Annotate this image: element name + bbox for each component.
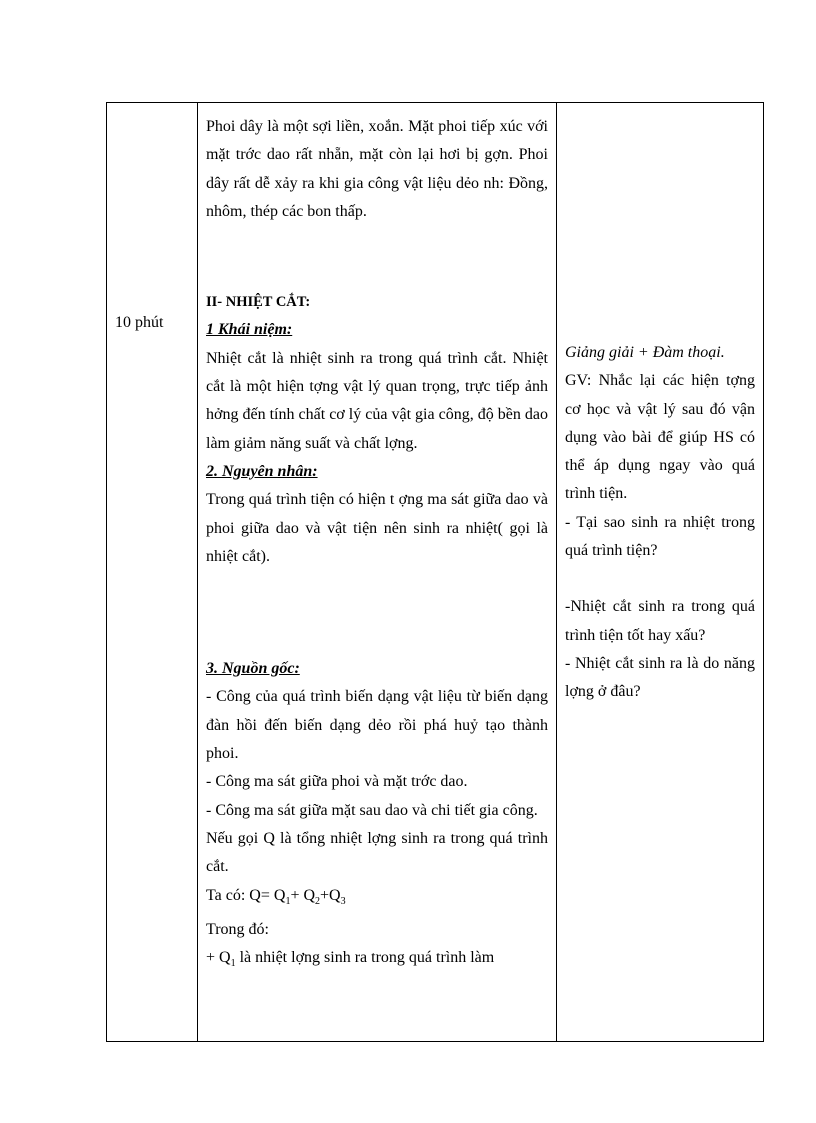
- intro-paragraph: Phoi dây là một sợi liền, xoắn. Mặt phoi tiếp xúc với mặt trớc dao rất nhẵn, mặt còn lại hơi bị gợn. Phoi dây rất dễ xảy ra khi gia công vật liệu dẻo nh: Đồng, nhôm, thép các bon thấp.: [206, 118, 548, 220]
- q1-line: + $Q_1$ là nhiệt lợng sinh ra trong quá trình làm: [206, 949, 495, 970]
- activity-body: [565, 339, 755, 707]
- source-item-1: - Công của quá trình biến dạng vật liệu từ biến dạng đàn hồi đến biến dạng dẻo rồi phá huỷ tạo thành phoi.: [206, 688, 548, 763]
- formula: Ta có: $Q= Q_1+ Q_2+Q_3$: [206, 886, 346, 907]
- time-label: 10 phút: [115, 314, 164, 331]
- activity-cell: [557, 103, 764, 1042]
- concept-text: Nhiệt cắt là nhiệt sinh ra trong quá trình cắt. Nhiệt cắt là một hiện tợng vật lý quan trọng, trực tiếp ảnh hởng đến tính chất cơ lý của vật gia công, độ bền dao làm giảm năng suất và chất lợng.: [206, 349, 548, 452]
- cause-text: Trong quá trình tiện có hiện t ợng ma sát giữa dao và phoi giữa dao và vật tiện nên sinh ra nhiệt( gọi là nhiệt cắt).: [206, 491, 548, 565]
- teacher-note: GV: Nhắc lại các hiện tợng cơ học và vật lý sau đó vận dụng vào bài để giúp HS có thể áp dụng ngay vào quá trình tiện.: [565, 372, 755, 503]
- question-2: -Nhiệt cắt sinh ra trong quá trình tiện tốt hay xấu?: [565, 598, 755, 644]
- lesson-table: [106, 102, 764, 1042]
- cause-heading: 2. Nguyên nhân:: [206, 462, 318, 480]
- question-1: - Tại sao sinh ra nhiệt trong quá trình tiện?: [565, 513, 755, 560]
- blank-space: [206, 571, 548, 655]
- source-item-3: - Công ma sát giữa mặt sau dao và chi tiết gia công.: [206, 801, 538, 819]
- source-heading: 3. Nguồn gốc:: [206, 660, 300, 678]
- blank-space: [565, 565, 755, 593]
- where-label: Trong đó:: [206, 921, 269, 939]
- question-3: - Nhiệt cắt sinh ra là do năng lợng ở đâu?: [565, 654, 755, 701]
- teaching-method: Giảng giải + Đàm thoại.: [565, 344, 725, 361]
- time-cell: [107, 103, 198, 1042]
- content-cell: [198, 103, 557, 1042]
- table-row: [107, 103, 764, 1042]
- section-heading: II- NHIỆT CẮT:: [206, 294, 311, 311]
- concept-heading: 1 Khái niệm:: [206, 321, 293, 339]
- content-body: [206, 113, 548, 979]
- q-definition: Nếu gọi Q là tổng nhiệt lợng sinh ra trong quá trình cắt.: [206, 829, 548, 876]
- source-item-2: - Công ma sát giữa phoi và mặt trớc dao.: [206, 773, 468, 791]
